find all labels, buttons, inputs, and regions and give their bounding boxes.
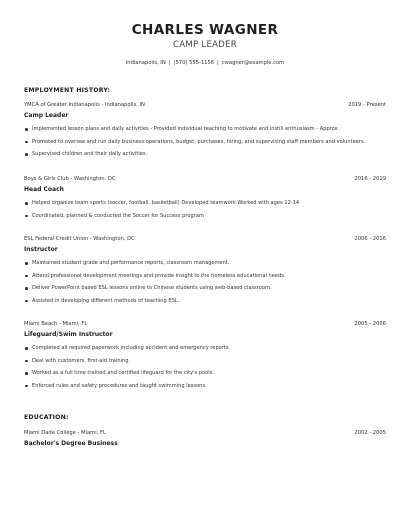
education-school-line — [24, 429, 386, 437]
job-bullet-text: Maintained student grade and performance reports, classroom management. — [32, 260, 230, 266]
contact-phone: (570) 555-1156 — [173, 60, 215, 66]
job-entry — [24, 175, 386, 225]
resume-header — [0, 22, 410, 67]
education-school: Miami Dade College - Miami, FL — [24, 430, 106, 436]
job-role: Instructor — [24, 246, 58, 253]
contact-separator: | — [217, 60, 219, 66]
bullet-dot-icon — [25, 360, 28, 363]
job-dates: 2016 - 2019 — [354, 176, 386, 182]
job-employer-line — [24, 101, 386, 109]
job-bullet-text: Deal with customers, first-aid training. — [32, 357, 131, 364]
contact-email: cwagner@example.com — [221, 60, 285, 66]
bullet-dot-icon — [25, 347, 28, 350]
job-bullet — [24, 358, 386, 365]
job-employer-line — [24, 175, 386, 183]
bullet-dot-icon — [25, 128, 28, 131]
job-entry — [24, 101, 386, 164]
candidate-name: CHARLES WAGNER — [131, 22, 279, 38]
bullet-dot-icon — [25, 275, 28, 278]
job-bullet — [24, 139, 386, 146]
contact-location: Indianapolis, IN — [125, 60, 166, 66]
job-bullet — [24, 200, 386, 207]
job-bullet-text: Attend professional development meetings and provide insight to the homeless educational needs. — [32, 272, 286, 279]
job-entry — [24, 235, 386, 310]
job-bullet — [24, 126, 386, 133]
job-role: Head Coach — [24, 186, 64, 193]
bullet-dot-icon — [25, 215, 28, 218]
job-bullet-text: Completed all required paperwork including accident and emergency reports. — [32, 345, 231, 351]
job-bullet-text: Promoted to oversee and run daily business operations, budget, purchases, hiring, and supervising staff members and volunteers. — [32, 138, 366, 145]
job-dates: 2005 - 2006 — [354, 321, 386, 327]
bullet-dot-icon — [25, 153, 28, 156]
job-bullet — [24, 273, 386, 280]
education-dates: 2002 - 2005 — [354, 430, 386, 436]
candidate-title: CAMP LEADER — [173, 40, 237, 50]
bullet-dot-icon — [25, 202, 28, 205]
job-bullet-text: Worked as a full time trained and certified lifeguard for the city's pools. — [32, 370, 214, 376]
job-bullet — [24, 260, 386, 267]
bullet-dot-icon — [25, 262, 28, 265]
job-bullet — [24, 151, 386, 158]
education-degree: Bachelor's Degree Business — [24, 440, 118, 447]
job-employer: ESL Federal Credit Union - Washington, DC — [24, 236, 135, 242]
job-bullet-text: Deliver PowerPoint based ESL lessons online to Chinese students using web-based classroom. — [32, 285, 272, 291]
job-role: Lifeguard/Swim Instructor — [24, 331, 113, 338]
contact-separator: | — [168, 60, 171, 66]
education-entry — [24, 429, 386, 448]
education-heading: EDUCATION: — [24, 414, 69, 421]
job-bullet — [24, 383, 386, 390]
job-employer: Miami Beach - Miami, FL — [24, 321, 88, 327]
job-bullet-text: Implemented lesson plans and daily activities - Provided individual teaching to motivate and instill enthusiasm - Approx. — [32, 126, 340, 132]
employment-history-heading: EMPLOYMENT HISTORY: — [24, 87, 111, 94]
job-bullet-text: Helped organize team sports (soccer, football, basketball) Developed teamwork Worked with ages 12-14 — [32, 200, 300, 206]
job-employer: YMCA of Greater Indianapolis - Indianapolis, IN — [24, 102, 145, 108]
bullet-dot-icon — [25, 287, 28, 290]
job-employer-line — [24, 235, 386, 243]
job-bullet-list — [24, 345, 386, 390]
job-bullet-text: Coordinated, planned & conducted the Soccer for Success program — [32, 212, 204, 219]
bullet-dot-icon — [25, 385, 28, 388]
job-bullet-text: Enforced rules and safety procedures and taught swimming lessons. — [32, 382, 207, 389]
job-bullet-list — [24, 200, 386, 220]
job-bullet — [24, 285, 386, 292]
job-bullet-list — [24, 126, 386, 158]
job-bullet — [24, 213, 386, 220]
job-bullet — [24, 345, 386, 352]
contact-line — [0, 59, 410, 67]
bullet-dot-icon — [25, 141, 28, 144]
job-dates: 2019 - Present — [348, 102, 386, 108]
job-dates: 2006 - 2016 — [354, 236, 386, 242]
job-role: Camp Leader — [24, 112, 69, 119]
bullet-dot-icon — [25, 300, 28, 303]
job-bullet — [24, 370, 386, 377]
job-bullet-text: Assisted in developing different methods of teaching ESL. — [32, 297, 180, 304]
job-bullet — [24, 298, 386, 305]
job-employer: Boys & Girls Club - Washington, DC — [24, 176, 116, 182]
bullet-dot-icon — [25, 372, 28, 375]
job-bullet-list — [24, 260, 386, 305]
job-entry — [24, 320, 386, 395]
job-employer-line — [24, 320, 386, 328]
job-bullet-text: Supervised children and their daily activities. — [32, 151, 148, 157]
